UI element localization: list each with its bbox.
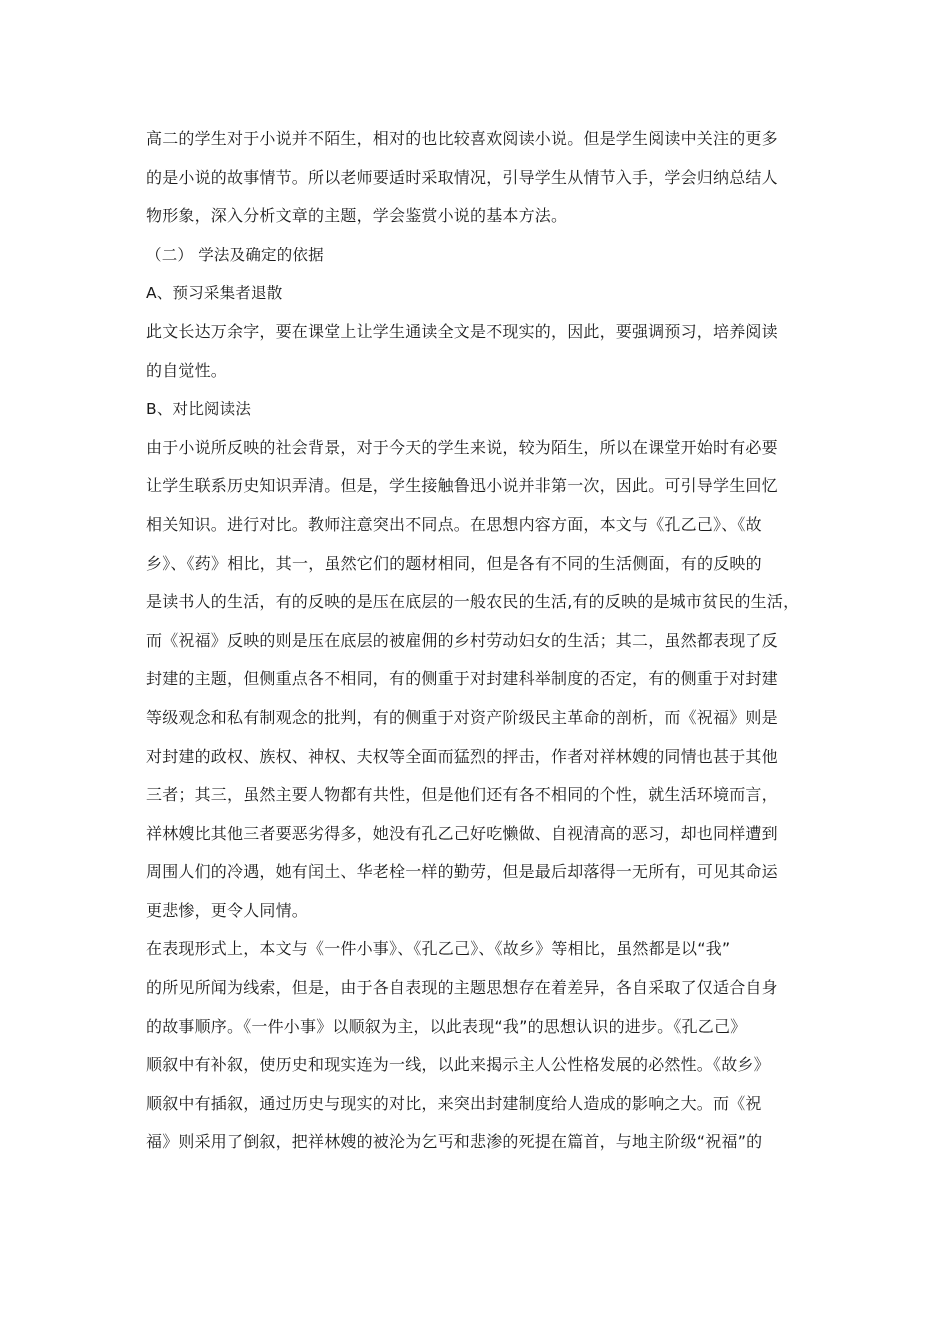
paragraph-line: 高二的学生对于小说并不陌生，相对的也比较喜欢阅读小说。但是学生阅读中关注的更多 (146, 129, 778, 148)
paragraph-line: 祥林嫂比其他三者要恶劣得多，她没有孔乙己好吃懒做、自视清高的恶习，却也同样遭到 (146, 823, 778, 843)
paragraph-line: 乡》、《药》相比，其一，虽然它们的题材相同，但是各有不同的生活侧面，有的反映的 (146, 553, 762, 573)
paragraph-line: 相关知识。进行对比。教师注意突出不同点。在思想内容方面，本文与《孔乙己》、《故 (146, 514, 762, 534)
section-heading: （二） 学法及确定的依据 (146, 245, 324, 264)
subsection-heading: A、预习采集者退散 (146, 284, 283, 303)
subsection-heading: B、对比阅读法 (146, 400, 252, 419)
paragraph-line: 封建的主题，但侧重点各不相同，有的侧重于对封建科举制度的否定，有的侧重于对封建 (146, 669, 778, 689)
paragraph-line: 顺叙中有插叙，通过历史与现实的对比，来突出封建制度给人造成的影响之大。而《祝 (146, 1093, 762, 1113)
paragraph-line: 而《祝福》反映的则是压在底层的被雇佣的乡村劳动妇女的生活；其二，虽然都表现了反 (146, 630, 778, 650)
paragraph-line: 是读书人的生活，有的反映的是压在底层的一般农民的生活,有的反映的是城市贫民的生活， (146, 592, 800, 612)
paragraph-line: 的是小说的故事情节。所以老师要适时采取情况，引导学生从情节入手，学会归纳总结人 (146, 167, 778, 187)
paragraph-line: 的所见所闻为线索，但是，由于各自表现的主题思想存在着差异，各自采取了仅适合自身 (146, 978, 778, 998)
paragraph-line: 的自觉性。 (146, 360, 228, 380)
paragraph-line: 更悲惨，更令人同情。 (146, 900, 309, 920)
paragraph-line: 在表现形式上，本文与《一件小事》、《孔乙己》、《故乡》等相比，虽然都是以“我” (146, 939, 731, 959)
paragraph-line: 福》则采用了倒叙，把祥林嫂的被沦为乞丐和悲渗的死提在篇首，与地主阶级“祝福”的 (146, 1132, 763, 1152)
document-body (146, 120, 816, 1162)
paragraph-line: 此文长达万余字，要在课堂上让学生通读全文是不现实的，因此，要强调预习，培养阅读 (146, 321, 778, 341)
paragraph-line: 物形象，深入分析文章的主题，学会鉴赏小说的基本方法。 (146, 206, 568, 226)
paragraph-line: 的故事顺序。《一件小事》以顺叙为主，以此表现“我”的思想认识的进步。《孔乙己》 (146, 1016, 747, 1036)
paragraph-line: 三者；其三，虽然主要人物都有共性，但是他们还有各不相同的个性，就生活环境而言， (146, 785, 778, 805)
paragraph-line: 对封建的政权、族权、神权、夫权等全面而猛烈的抨击，作者对祥林嫂的同情也甚于其他 (146, 746, 778, 766)
paragraph-line: 周围人们的冷遇，她有闰土、华老栓一样的勤劳，但是最后却落得一无所有，可见其命运 (146, 862, 778, 882)
paragraph-line: 等级观念和私有制观念的批判，有的侧重于对资产阶级民主革命的剖析，而《祝福》则是 (146, 707, 778, 727)
paragraph-line: 顺叙中有补叙，使历史和现实连为一线，以此来揭示主人公性格发展的必然性。《故乡》 (146, 1055, 770, 1075)
paragraph-line: 由于小说所反映的社会背景，对于今天的学生来说，较为陌生，所以在课堂开始时有必要 (146, 437, 778, 457)
paragraph-line: 让学生联系历史知识弄清。但是，学生接触鲁迅小说并非第一次，因此。可引导学生回忆 (146, 476, 778, 496)
